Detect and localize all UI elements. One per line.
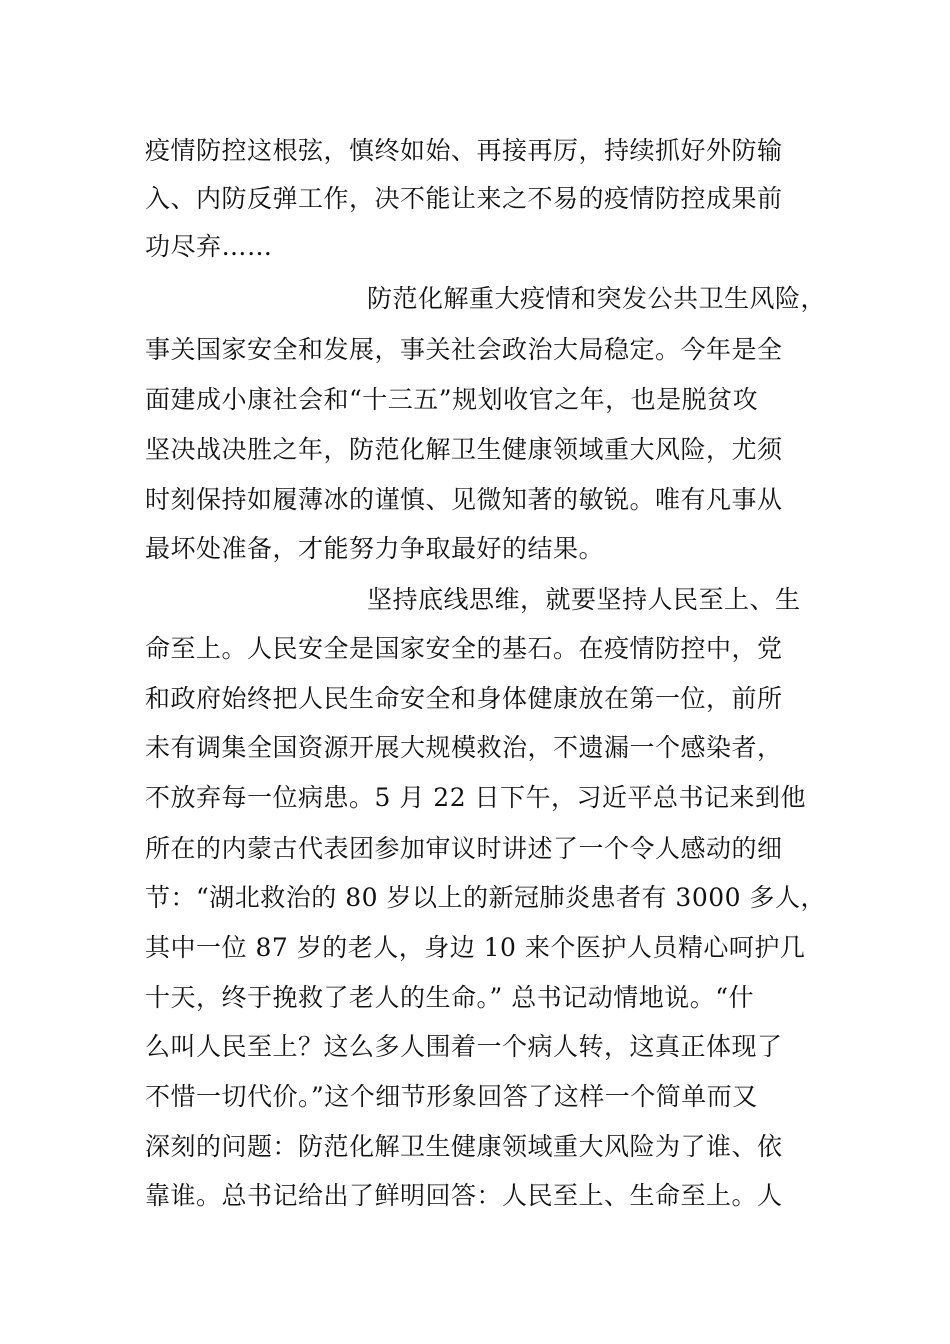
paragraph-1-line-3: 功尽弃…… xyxy=(145,232,273,261)
paragraph-2-line-2: 事关国家安全和发展，事关社会政治大局稳定。今年是全 xyxy=(145,335,783,364)
paragraph-3-line-10: 么叫人民至上？这么多人围着一个病人转，这真正体现了 xyxy=(145,1032,783,1061)
paragraph-2-line-4: 坚决战决胜之年，防范化解卫生健康领域重大风险，尤须 xyxy=(145,435,783,464)
paragraph-3-line-12: 深刻的问题：防范化解卫生健康领域重大风险为了谁、依 xyxy=(145,1132,783,1161)
paragraph-3-line-6: 所在的内蒙古代表团参加审议时讲述了一个令人感动的细 xyxy=(145,834,783,863)
paragraph-3-line-1: 坚持底线思维，就要坚持人民至上、生 xyxy=(367,585,801,614)
paragraph-3-line-5: 不放弃每一位病患。5 月 22 日下午，习近平总书记来到他 xyxy=(145,783,807,812)
paragraph-3-line-3: 和政府始终把人民生命安全和身体健康放在第一位，前所 xyxy=(145,684,783,713)
paragraph-3-line-9: 十天，终于挽救了老人的生命。” 总书记动情地说。“什 xyxy=(145,983,755,1012)
paragraph-2-line-5: 时刻保持如履薄冰的谨慎、见微知著的敏锐。唯有凡事从 xyxy=(145,485,783,514)
paragraph-2-line-6: 最坏处准备，才能努力争取最好的结果。 xyxy=(145,534,605,563)
paragraph-3-line-7: 节：“湖北救治的 80 岁以上的新冠肺炎患者有 3000 多人， xyxy=(145,883,827,912)
paragraph-3-line-13: 靠谁。总书记给出了鲜明回答：人民至上、生命至上。人 xyxy=(145,1181,783,1210)
paragraph-2-line-3: 面建成小康社会和“十三五”规划收官之年，也是脱贫攻 xyxy=(145,385,759,414)
paragraph-3-line-11: 不惜一切代价。”这个细节形象回答了这样一个简单而又 xyxy=(145,1082,758,1111)
paragraph-1-line-1: 疫情防控这根弦，慎终如始、再接再厉，持续抓好外防输 xyxy=(145,136,783,165)
paragraph-2-line-1: 防范化解重大疫情和突发公共卫生风险， xyxy=(367,284,827,313)
paragraph-3-line-8: 其中一位 87 岁的老人，身边 10 来个医护人员精心呵护几 xyxy=(145,933,806,962)
paragraph-3-line-4: 未有调集全国资源开展大规模救治，不遗漏一个感染者， xyxy=(145,733,783,762)
paragraph-1-line-2: 入、内防反弹工作，决不能让来之不易的疫情防控成果前 xyxy=(145,184,783,213)
paragraph-3-line-2: 命至上。人民安全是国家安全的基石。在疫情防控中，党 xyxy=(145,634,783,663)
